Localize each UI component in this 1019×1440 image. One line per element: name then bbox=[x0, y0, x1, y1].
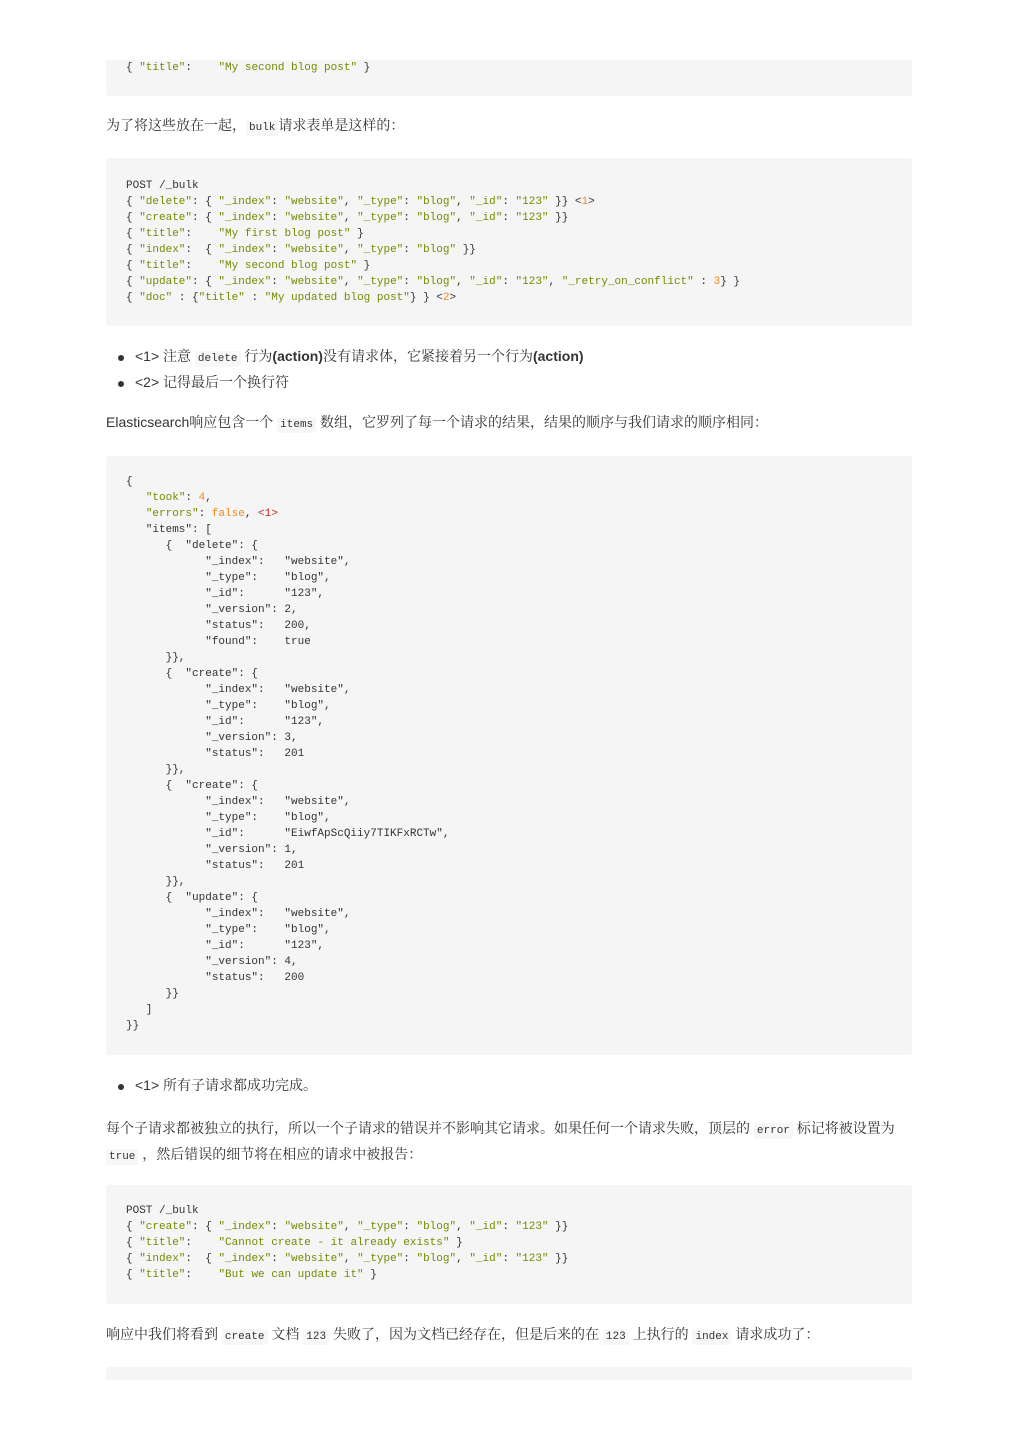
text-run: 每个子请求都被独立的执行，所以一个子请求的错误并不影响其它请求。如果任何一个请求失败，顶层的 bbox=[106, 1120, 754, 1136]
code-token: POST /_bulk bbox=[126, 180, 199, 192]
code-line bbox=[126, 842, 892, 858]
code-token: , bbox=[343, 276, 358, 288]
code-token: : bbox=[185, 1237, 219, 1249]
code-token: }} bbox=[548, 1221, 569, 1233]
code-token: "Cannot create - it already exists" bbox=[218, 1237, 450, 1249]
code-line bbox=[126, 826, 892, 842]
code-line bbox=[126, 570, 892, 586]
code-line bbox=[126, 778, 892, 794]
code-token: "doc" bbox=[139, 292, 173, 304]
code-token: "My second blog post" bbox=[218, 62, 358, 74]
code-token: { bbox=[126, 1269, 140, 1281]
code-token: : { bbox=[192, 212, 219, 224]
code-line bbox=[126, 490, 892, 506]
code-line bbox=[126, 890, 892, 906]
code-token: , bbox=[456, 196, 470, 208]
code-token: : bbox=[403, 1253, 417, 1265]
code-token: "errors" bbox=[145, 508, 199, 520]
code-token: "_id" bbox=[469, 1253, 503, 1265]
notes-list bbox=[106, 345, 941, 394]
code-token: "website" bbox=[284, 276, 344, 288]
code-token: { bbox=[126, 1221, 140, 1233]
code-token: { bbox=[126, 292, 140, 304]
code-token: "website" bbox=[284, 212, 344, 224]
code-token: : bbox=[502, 212, 516, 224]
code-token: "_type" bbox=[357, 1221, 404, 1233]
code-line bbox=[126, 970, 892, 986]
code-token: "title" bbox=[139, 62, 186, 74]
inline-code: create bbox=[222, 1329, 268, 1345]
code-line bbox=[126, 1002, 892, 1018]
code-token: } bbox=[357, 62, 371, 74]
code-token: "index" bbox=[139, 1253, 186, 1265]
response-notes-list bbox=[106, 1074, 941, 1097]
code-token: }} bbox=[548, 212, 569, 224]
code-token: { bbox=[126, 244, 140, 256]
code-token bbox=[126, 492, 146, 504]
code-token: : bbox=[403, 244, 417, 256]
code-token: : bbox=[185, 62, 219, 74]
code-token: "status": 200 bbox=[126, 972, 305, 984]
inline-code: error bbox=[754, 1123, 793, 1139]
code-token: "blog" bbox=[416, 1253, 457, 1265]
code-line bbox=[126, 666, 892, 682]
code-token: "_index" bbox=[218, 1253, 272, 1265]
code-token: } } < bbox=[409, 292, 443, 304]
code-line bbox=[126, 210, 892, 226]
code-line bbox=[126, 554, 892, 570]
code-token: "_type": "blog", bbox=[126, 572, 331, 584]
code-token: "_type": "blog", bbox=[126, 924, 331, 936]
code-token: { bbox=[126, 260, 140, 272]
code-token: "update" bbox=[139, 276, 193, 288]
code-token: } bbox=[363, 1269, 377, 1281]
code-token: }} bbox=[548, 1253, 569, 1265]
text-run: 请求表单是这样的： bbox=[278, 117, 405, 133]
code-token: }}, bbox=[126, 764, 186, 776]
code-line bbox=[126, 954, 892, 970]
code-line bbox=[126, 906, 892, 922]
inline-code: 123 bbox=[303, 1329, 329, 1345]
code-token: }} bbox=[456, 244, 476, 256]
code-token: , bbox=[205, 492, 212, 504]
code-token: "_index": "website", bbox=[126, 684, 351, 696]
code-token: , bbox=[456, 1253, 470, 1265]
code-token: "My first blog post" bbox=[218, 228, 351, 240]
code-token: { bbox=[126, 1253, 140, 1265]
code-token: "_id": "123", bbox=[126, 940, 325, 952]
paragraph-bulk-intro bbox=[106, 114, 912, 140]
code-token: }}, bbox=[126, 876, 186, 888]
code-line bbox=[126, 1251, 892, 1267]
code-line bbox=[126, 474, 892, 490]
text-run: 文档 bbox=[267, 1326, 304, 1342]
code-token: "_index" bbox=[218, 196, 272, 208]
code-token: POST /_bulk bbox=[126, 1205, 199, 1217]
code-line bbox=[126, 938, 892, 954]
code-token: } } bbox=[720, 276, 740, 288]
code-token: "create" bbox=[139, 1221, 193, 1233]
code-token: , bbox=[343, 1221, 358, 1233]
code-token: "_version": 4, bbox=[126, 956, 298, 968]
code-token: "delete" bbox=[139, 196, 193, 208]
code-token: "index" bbox=[139, 244, 186, 256]
code-token: { "delete": { bbox=[126, 540, 259, 552]
code-token: "_id": "123", bbox=[126, 588, 325, 600]
code-token: "title" bbox=[139, 260, 186, 272]
text-run: 响应中我们将看到 bbox=[106, 1326, 222, 1342]
text-run: 数组，它罗列了每一个请求的结果，结果的顺序与我们请求的顺序相同： bbox=[316, 414, 769, 430]
code-token: { bbox=[126, 212, 140, 224]
code-token: "_retry_on_conflict" bbox=[561, 276, 694, 288]
inline-code: true bbox=[106, 1149, 138, 1165]
code-token: "status": 201 bbox=[126, 748, 305, 760]
code-token: : bbox=[403, 276, 417, 288]
code-token: "_id": "123", bbox=[126, 716, 325, 728]
code-token: : bbox=[502, 1221, 516, 1233]
code-token: : bbox=[185, 228, 219, 240]
code-token: { "create": { bbox=[126, 668, 259, 680]
code-token: "_index": "website", bbox=[126, 908, 351, 920]
code-token: <1> bbox=[258, 508, 278, 520]
code-token: "_id": "EiwfApScQiiy7TIKFxRCTw", bbox=[126, 828, 450, 840]
text-run: 行为 bbox=[240, 348, 273, 364]
code-token: ] bbox=[126, 1004, 153, 1016]
code-token: "took" bbox=[145, 492, 186, 504]
code-line bbox=[126, 874, 892, 890]
code-token: : bbox=[403, 212, 417, 224]
bold-text: (action) bbox=[272, 348, 323, 364]
inline-code: delete bbox=[195, 351, 241, 367]
code-line bbox=[126, 538, 892, 554]
code-token: : { bbox=[185, 244, 219, 256]
code-token: "create" bbox=[139, 212, 193, 224]
code-line bbox=[126, 922, 892, 938]
code-token: "blog" bbox=[416, 276, 457, 288]
code-token: , bbox=[456, 276, 470, 288]
code-token: 4 bbox=[198, 492, 206, 504]
code-token: 1 bbox=[581, 196, 589, 208]
code-token: "blog" bbox=[416, 244, 457, 256]
code-token bbox=[126, 508, 146, 520]
code-line bbox=[126, 1235, 892, 1251]
text-run: <1> 注意 bbox=[135, 348, 195, 364]
text-run: 上执行的 bbox=[628, 1326, 693, 1342]
code-token: : { bbox=[192, 1221, 219, 1233]
text-run: <2> 记得最后一个换行符 bbox=[135, 374, 290, 390]
code-token: "_type" bbox=[357, 276, 404, 288]
text-run: 请求成功了： bbox=[731, 1326, 820, 1342]
code-line bbox=[126, 194, 892, 210]
code-token: "status": 201 bbox=[126, 860, 305, 872]
code-line bbox=[126, 258, 892, 274]
code-token: : bbox=[185, 1269, 219, 1281]
code-token: "title" bbox=[139, 1269, 186, 1281]
code-token: : bbox=[244, 292, 265, 304]
code-token: } bbox=[350, 228, 364, 240]
code-token: "_version": 3, bbox=[126, 732, 298, 744]
code-token: : bbox=[185, 260, 219, 272]
code-token: "_index": "website", bbox=[126, 556, 351, 568]
code-token: "_index" bbox=[218, 1221, 272, 1233]
code-token: , bbox=[343, 212, 358, 224]
code-token: "found": true bbox=[126, 636, 311, 648]
code-token: : bbox=[271, 1253, 285, 1265]
paragraph-error-result bbox=[106, 1323, 912, 1349]
code-line bbox=[126, 762, 892, 778]
code-line bbox=[126, 618, 892, 634]
code-token: > bbox=[588, 196, 595, 208]
code-block-tail bbox=[106, 60, 912, 96]
code-line bbox=[126, 986, 892, 1002]
code-token: { bbox=[126, 1237, 140, 1249]
code-token: }} bbox=[126, 1020, 140, 1032]
code-line bbox=[126, 506, 892, 522]
code-token: "blog" bbox=[416, 196, 457, 208]
code-token: : { bbox=[172, 292, 199, 304]
code-block-error-request bbox=[106, 1185, 912, 1304]
code-line bbox=[126, 522, 892, 538]
code-line bbox=[126, 1203, 892, 1219]
text-run: ，然后错误的细节将在相应的请求中被报告： bbox=[138, 1146, 423, 1162]
code-line bbox=[126, 682, 892, 698]
code-token: : bbox=[403, 1221, 417, 1233]
code-token: : bbox=[403, 196, 417, 208]
paragraph-response-intro bbox=[106, 411, 912, 437]
inline-code: 123 bbox=[603, 1329, 629, 1345]
code-token: "_id" bbox=[469, 212, 503, 224]
code-token: "blog" bbox=[416, 212, 457, 224]
code-line bbox=[126, 810, 892, 826]
paragraph-error-explanation bbox=[106, 1117, 912, 1169]
code-token: } bbox=[449, 1237, 463, 1249]
code-token: : bbox=[271, 196, 285, 208]
code-token: "123" bbox=[515, 212, 549, 224]
list-item bbox=[135, 345, 941, 371]
list-item bbox=[135, 371, 941, 394]
code-token: { bbox=[126, 196, 140, 208]
code-token: "123" bbox=[515, 196, 549, 208]
code-token: "website" bbox=[284, 1253, 344, 1265]
code-token: }} < bbox=[548, 196, 582, 208]
code-token: : bbox=[185, 492, 199, 504]
code-line bbox=[126, 274, 892, 290]
code-token: "My updated blog post" bbox=[264, 292, 410, 304]
code-block-bulk-response bbox=[106, 456, 912, 1055]
code-line bbox=[126, 1267, 892, 1283]
code-token: { "update": { bbox=[126, 892, 259, 904]
code-token: "_id" bbox=[469, 276, 503, 288]
code-token: { bbox=[126, 228, 140, 240]
code-line bbox=[126, 650, 892, 666]
code-line bbox=[126, 794, 892, 810]
code-token: "title" bbox=[139, 228, 186, 240]
code-block-bulk-request bbox=[106, 158, 912, 326]
code-line bbox=[126, 714, 892, 730]
code-token: > bbox=[449, 292, 457, 304]
code-line bbox=[126, 698, 892, 714]
code-token: }} bbox=[126, 988, 179, 1000]
code-token: "123" bbox=[515, 1253, 549, 1265]
code-token: : bbox=[271, 1221, 285, 1233]
text-run: 失败了，因为文档已经存在，但是后来的在 bbox=[329, 1326, 603, 1342]
code-token: , bbox=[343, 196, 358, 208]
inline-code: index bbox=[692, 1329, 731, 1345]
text-run: 没有请求体，它紧接着另一个行为 bbox=[322, 348, 533, 364]
code-line bbox=[126, 746, 892, 762]
code-token: , bbox=[456, 1221, 470, 1233]
code-token: "blog" bbox=[416, 1221, 457, 1233]
code-line bbox=[126, 634, 892, 650]
code-token: "123" bbox=[515, 1221, 549, 1233]
code-token: , bbox=[244, 508, 259, 520]
code-token: : bbox=[271, 212, 285, 224]
code-token: 3 bbox=[713, 276, 721, 288]
code-token: "_type" bbox=[357, 244, 404, 256]
code-token: "website" bbox=[284, 244, 344, 256]
code-line bbox=[126, 1219, 892, 1235]
code-token: "But we can update it" bbox=[218, 1269, 364, 1281]
code-token: : bbox=[502, 196, 516, 208]
code-token: "_id" bbox=[469, 196, 503, 208]
code-line bbox=[126, 242, 892, 258]
code-token: "_id" bbox=[469, 1221, 503, 1233]
code-token: "123" bbox=[515, 276, 549, 288]
code-line bbox=[126, 858, 892, 874]
code-line bbox=[126, 602, 892, 618]
inline-code: items bbox=[277, 417, 316, 433]
code-token: "_index" bbox=[218, 212, 272, 224]
code-token: "_type": "blog", bbox=[126, 700, 331, 712]
code-line bbox=[126, 730, 892, 746]
code-token: "items": [ bbox=[126, 524, 212, 536]
code-token: 2 bbox=[442, 292, 450, 304]
code-token: { bbox=[126, 276, 140, 288]
code-token: : { bbox=[185, 1253, 219, 1265]
code-token: , bbox=[456, 212, 470, 224]
code-token: "_version": 1, bbox=[126, 844, 298, 856]
code-token: { bbox=[126, 476, 133, 488]
code-token: "website" bbox=[284, 1221, 344, 1233]
list-item bbox=[135, 1074, 941, 1097]
code-line bbox=[126, 586, 892, 602]
code-line bbox=[126, 60, 892, 76]
code-token: , bbox=[548, 276, 562, 288]
code-line bbox=[126, 1018, 892, 1034]
code-token: "title" bbox=[139, 1237, 186, 1249]
code-token: "_type" bbox=[357, 212, 404, 224]
text-run: <1> 所有子请求都成功完成。 bbox=[135, 1077, 318, 1093]
code-token: "_index" bbox=[218, 276, 272, 288]
text-run: Elasticsearch响应包含一个 bbox=[106, 414, 278, 430]
code-token: "_version": 2, bbox=[126, 604, 298, 616]
text-run: 为了将这些放在一起， bbox=[106, 117, 246, 133]
code-token: "_index" bbox=[218, 244, 272, 256]
code-token: { bbox=[126, 62, 140, 74]
code-token: } bbox=[357, 260, 371, 272]
code-token: }}, bbox=[126, 652, 186, 664]
code-token: "title" bbox=[198, 292, 245, 304]
code-token: : bbox=[502, 276, 516, 288]
code-token: "_type" bbox=[357, 1253, 404, 1265]
code-token: , bbox=[343, 244, 358, 256]
code-token: "_index": "website", bbox=[126, 796, 351, 808]
code-block-next bbox=[106, 1367, 912, 1380]
code-token: : { bbox=[192, 276, 219, 288]
code-line bbox=[126, 290, 892, 306]
code-token: , bbox=[343, 1253, 358, 1265]
code-token: "_type" bbox=[357, 196, 404, 208]
code-token: : bbox=[271, 244, 285, 256]
code-token: : bbox=[271, 276, 285, 288]
code-token: "website" bbox=[284, 196, 344, 208]
code-token: "_type": "blog", bbox=[126, 812, 331, 824]
code-token: { "create": { bbox=[126, 780, 259, 792]
code-line bbox=[126, 178, 892, 194]
inline-code: bulk bbox=[246, 120, 278, 136]
code-token: : { bbox=[192, 196, 219, 208]
text-run: 标记将被设置为 bbox=[792, 1120, 895, 1136]
bold-text: (action) bbox=[532, 348, 584, 364]
code-token: : bbox=[198, 508, 212, 520]
code-line bbox=[126, 226, 892, 242]
code-token: false bbox=[211, 508, 245, 520]
code-token: : bbox=[502, 1253, 516, 1265]
code-token: : bbox=[693, 276, 714, 288]
code-token: "status": 200, bbox=[126, 620, 311, 632]
code-token: "My second blog post" bbox=[218, 260, 358, 272]
